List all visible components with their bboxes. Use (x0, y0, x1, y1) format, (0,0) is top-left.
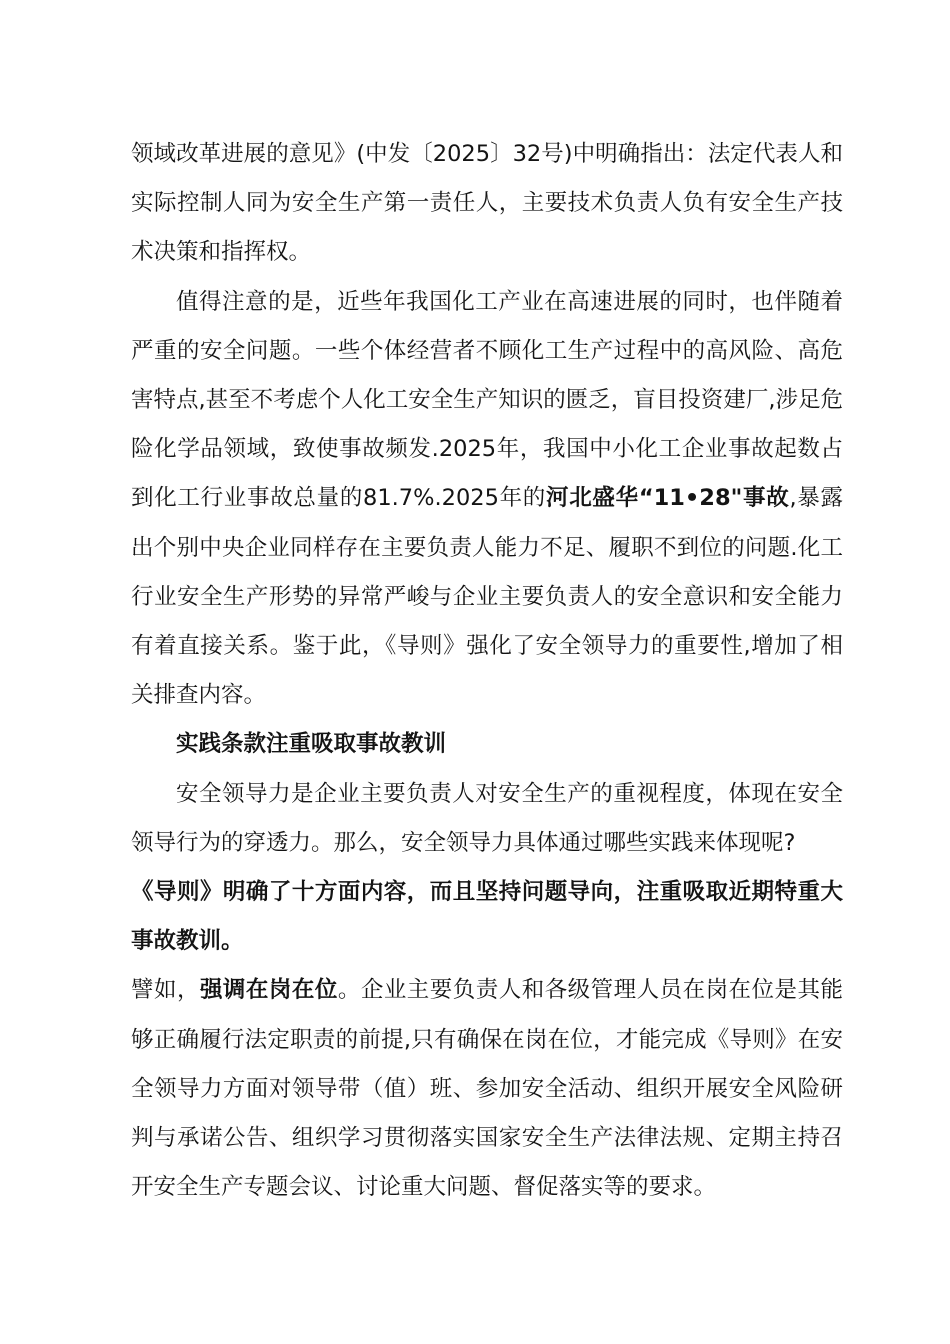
paragraph-text: 譬如， (131, 977, 200, 1004)
paragraph-on-duty (131, 966, 843, 1212)
emphasis-on-duty: 强调在岗在位 (199, 977, 338, 1004)
section-heading-text: 实践条款注重吸取事故教训 (176, 731, 447, 758)
paragraph-safety-leadership: 安全领导力是企业主要负责人对安全生产的重视程度，体现在安全领导行为的穿透力。那么，安全领导力具体通过哪些实践来体现呢? (131, 780, 843, 856)
accident-name: 河北盛华“11•28"事故 (546, 485, 790, 512)
section-heading (131, 720, 843, 769)
paragraph-text: ,暴露出个别中央企业同样存在主要负责人能力不足、履职不到位的问题.化工行业安全生产形势的异常严峻与企业主要负责人的安全意识和安全能力有着直接关系。鉴于此，《导则》强化了安全领导力的重要性,增加了相关排查内容。 (131, 485, 844, 709)
paragraph-safety-problems (131, 278, 843, 721)
paragraph-text: 。企业主要负责人和各级管理人员在岗在位是其能够正确履行法定职责的前提,只有确保在岗在位，才能完成《导则》在安全领导力方面对领导带（值）班、参加安全活动、组织开展安全风险研判与承诺公告、组织学习贯彻落实国家安全生产法律法规、定期主持召开安全生产专题会议、讨论重大问题、督促落实等的要求。 (131, 977, 843, 1201)
paragraph-text: 值得注意的是，近些年我国化工产业在高速进展的同时，也伴随着严重的安全问题。一些个体经营者不顾化工生产过程中的高风险、高危害特点,甚至不考虑个人化工安全生产知识的匮乏，盲目投资建厂,涉足危险化学品领域，致使事故频发.2025年，我国中小化工企业事故起数占到化工行业事故总量的81.7%.2025年的 (131, 288, 843, 512)
document-body (131, 130, 843, 1212)
paragraph-guideline-summary (131, 868, 843, 966)
guideline-summary-text: 《导则》明确了十方面内容，而且坚持问题导向，注重吸取近期特重大事故教训。 (131, 879, 843, 955)
paragraph-legal-basis: 领域改革进展的意见》(中发〔2025〕32号)中明确指出：法定代表人和实际控制人同为安全生产第一责任人，主要技术负责人负有安全生产技术决策和指挥权。 (131, 141, 843, 266)
